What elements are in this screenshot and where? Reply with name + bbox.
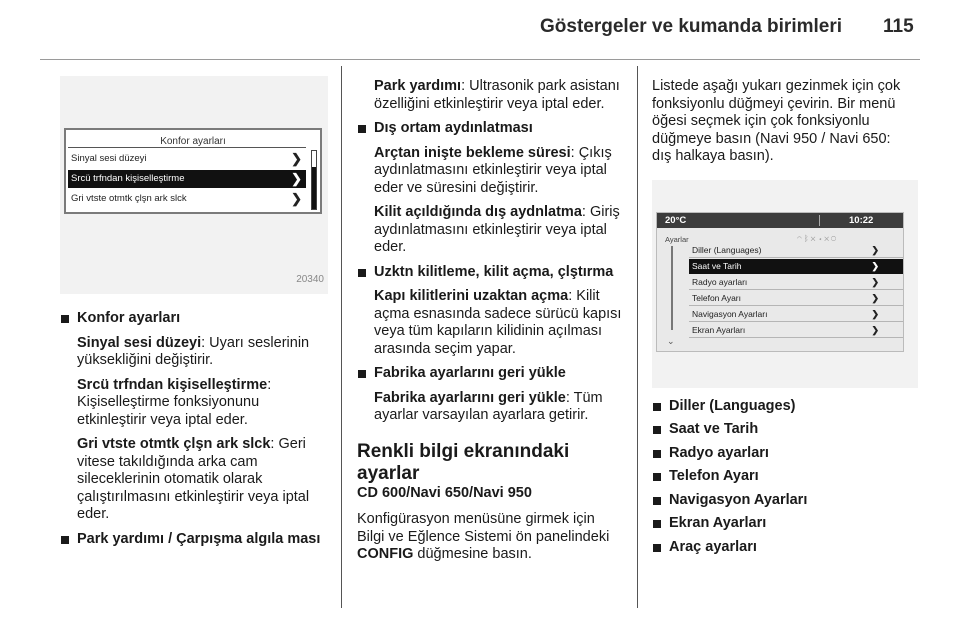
settings-menu-item[interactable] <box>689 323 903 338</box>
header-divider <box>40 59 920 60</box>
screen-menu-item-label: Gri vtste otmtk çlşn ark slck <box>71 193 187 204</box>
bullet-comfort-settings: Konfor ayarları <box>60 310 330 328</box>
settings-bullet-item: Araç ayarları <box>652 539 912 557</box>
temperature: 20°C <box>665 214 687 226</box>
settings-menu-item-label: Saat ve Tarih <box>692 260 742 271</box>
clock: 10:22 <box>849 214 874 226</box>
comfort-settings-figure <box>60 76 328 294</box>
status-separator <box>819 215 820 226</box>
bullet-park-assist: Park yardımı / Çarpışma algıla ması <box>60 531 330 549</box>
screen-title: Konfor ayarları <box>160 136 226 147</box>
settings-menu-item-label: Navigasyon Ayarları <box>692 308 768 319</box>
screen-menu-item-label: Sinyal sesi düzeyi <box>71 153 147 164</box>
settings-bullet-item: Telefon Ayarı <box>652 468 912 486</box>
screen-menu-item[interactable] <box>68 150 306 168</box>
settings-bullet-item: Diller (Languages) <box>652 398 912 416</box>
item-factory-reset: Fabrika ayarlarını geri yükle: Tüm ayarlar varsayılan ayarlara getirir. <box>374 389 603 423</box>
bullet-exterior-lighting: Dış ortam aydınlatması <box>357 120 625 138</box>
status-bar <box>657 213 903 228</box>
settings-menu-item-label: Radyo ayarları <box>692 276 748 287</box>
settings-menu-item[interactable] <box>689 291 903 306</box>
chevron-right-icon: ❯ <box>291 191 302 206</box>
screen-menu-item[interactable] <box>68 170 306 188</box>
scrollbar-thumb <box>312 167 316 209</box>
settings-menu-item[interactable] <box>689 307 903 322</box>
figure-code: 20340 <box>296 273 324 285</box>
chevron-right-icon: ❯ <box>871 276 879 287</box>
settings-menu-screen <box>656 212 904 352</box>
chevron-right-icon: ❯ <box>871 292 879 303</box>
bullet-factory-reset: Fabrika ayarlarını geri yükle <box>357 365 625 383</box>
section-subtitle: CD 600/Navi 650/Navi 950 <box>357 484 532 501</box>
screen-title-divider <box>68 147 306 148</box>
item-driver-personalization: Srcü trfndan kişiselleştirme: Kişiselleştirme fonksiyonunu etkinleştirir veya iptal eder. <box>77 376 272 428</box>
wifi-icon: ◠ <box>797 233 804 243</box>
screen-menu-item-label: Srcü trfndan kişiselleştirme <box>71 173 185 184</box>
chevron-right-icon: ❯ <box>291 171 302 186</box>
item-remote-unlock: Kapı kilitlerini uzaktan açma: Kilit açma esnasında sadece sürücü kapısı veya tüm kapıların kilidinin açılması arasında seçim yapar. <box>374 288 622 357</box>
settings-menu-item[interactable] <box>689 243 903 258</box>
chevron-right-icon: ❯ <box>871 308 879 319</box>
bluetooth-icon: ᛒ <box>803 233 811 243</box>
item-park-assist: Park yardımı: Ultrasonik park asistanı özelliğini etkinleştirir veya iptal eder. <box>374 78 620 112</box>
chevron-right-icon: ❯ <box>871 260 879 271</box>
section-title: Renkli bilgi ekranındaki ayarlar <box>357 440 570 484</box>
scroll-down-icon: ⌄ <box>667 335 675 346</box>
list-scroll-track <box>671 246 673 330</box>
item-signal-volume: Sinyal sesi düzeyi: Uyarı seslerinin yüksekliğini değiştirir. <box>77 334 310 368</box>
settings-menu-item-label: Telefon Ayarı <box>692 292 741 303</box>
settings-bullet-item: Navigasyon Ayarları <box>652 492 912 510</box>
page-header-title: Göstergeler ve kumanda birimleri <box>540 16 843 37</box>
settings-bullet-item: Saat ve Tarih <box>652 421 912 439</box>
item-entry-lighting: Kilit açıldığında dış aydnlatma: Giriş aydınlatmasını etkinleştirir veya iptal eder. <box>374 204 620 255</box>
chevron-right-icon: ❯ <box>871 324 879 335</box>
settings-menu-figure <box>652 180 918 388</box>
column-divider-1 <box>341 66 342 608</box>
column-3 <box>652 78 912 562</box>
settings-menu-item-label: Diller (Languages) <box>692 244 762 255</box>
power-icon: ◯ <box>831 233 838 243</box>
item-exit-lighting: Arçtan inişte bekleme süresi: Çıkış aydınlatmasını etkinleştirir veya iptal eder ve süresini değiştirir. <box>374 144 612 196</box>
volume-icon: ◂ <box>817 233 825 243</box>
screen-scrollbar <box>311 150 317 210</box>
navigation-instruction: Listede aşağı yukarı gezinmek için çok fonksiyonlu düğmeyi çevirin. Bir menü öğesi seçmek için çok fonksiyonlu düğmeye basın (Navi 950 / Navi 650: dış halkaya basın). <box>652 78 901 164</box>
settings-menu-item[interactable] <box>689 259 903 274</box>
item-rear-wiper: Gri vtste otmtk çlşn ark slck: Geri vitese takıldığında arka cam sileceklerinin otomatik olarak çalıştırılmasını etkinleştirir veya iptal eder. <box>77 436 310 522</box>
signal-icon: ✕ <box>810 233 818 243</box>
chevron-right-icon: ❯ <box>871 244 879 255</box>
screen-menu-item[interactable] <box>68 190 306 208</box>
column-1 <box>60 76 330 548</box>
mute-icon: ✕ <box>824 233 832 243</box>
config-instruction: Konfigürasyon menüsüne girmek için Bilgi ve Eğlence Sistemi ön panelindeki CONFIG düğmesine basın. <box>357 511 610 562</box>
menu-label: Ayarlar <box>665 234 689 244</box>
comfort-settings-screen <box>64 128 322 214</box>
column-divider-2 <box>637 66 638 608</box>
column-2 <box>357 78 625 564</box>
page-number: 115 <box>883 16 914 37</box>
settings-bullet-item: Ekran Ayarları <box>652 515 912 533</box>
bullet-remote-locking: Uzktn kilitleme, kilit açma, çlştırma <box>357 264 625 282</box>
settings-bullet-item: Radyo ayarları <box>652 445 912 463</box>
chevron-right-icon: ❯ <box>291 151 302 166</box>
settings-menu-item[interactable] <box>689 275 903 290</box>
settings-menu-item-label: Ekran Ayarları <box>692 324 746 335</box>
